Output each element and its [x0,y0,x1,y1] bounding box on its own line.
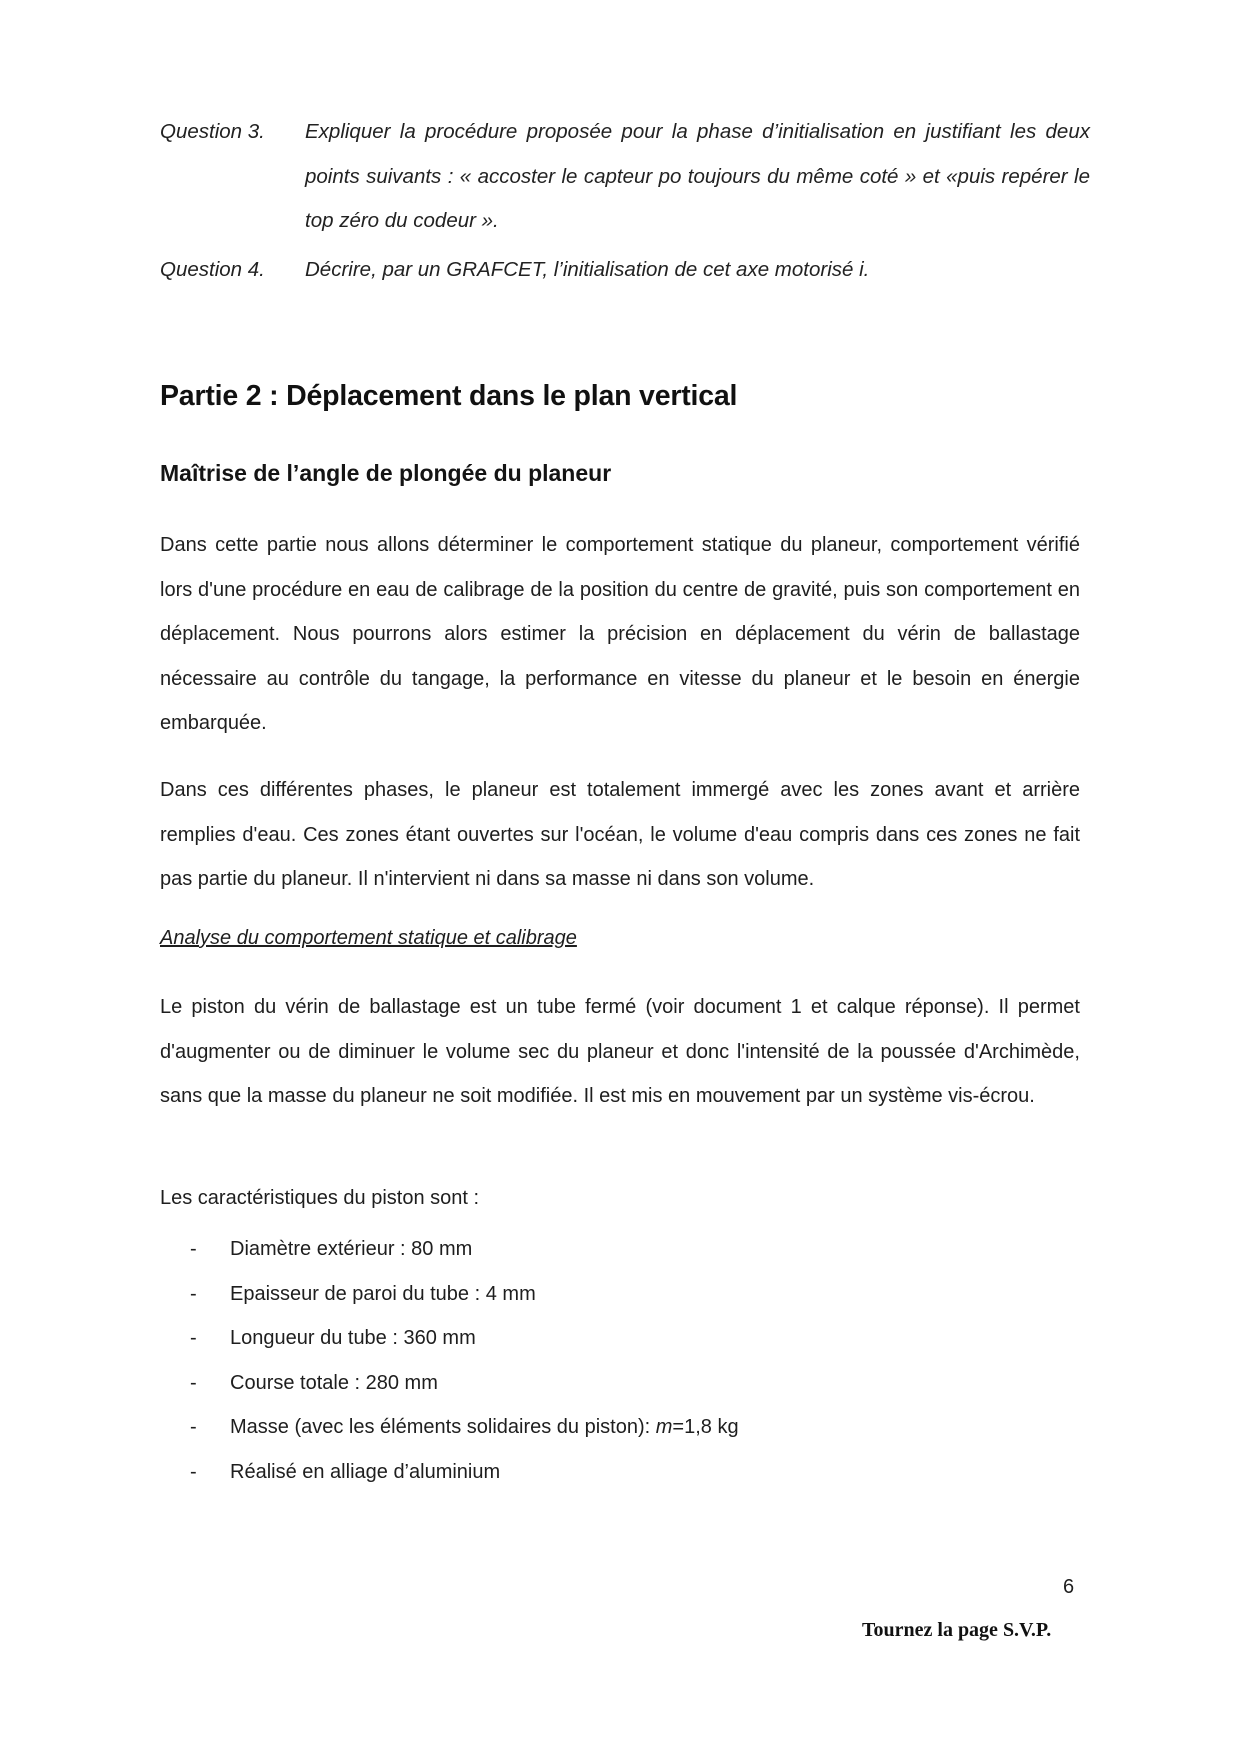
bullet-dash: - [190,1327,197,1349]
list-intro: Les caractéristiques du piston sont : [160,1187,480,1209]
paragraph-analyse: Le piston du vérin de ballastage est un tube fermé (voir document 1 et calque réponse). Il permet d'augmenter ou de diminuer le volume sec du planeur et donc l'intensité de la poussée d'Archimède, sans que la masse du planeur ne soit modifiée. Il est mis en mouvement par un système vis-écrou. [160,996,1080,1107]
bullet-dash: - [190,1416,197,1438]
list-item [190,1361,739,1406]
list-item [190,1405,739,1450]
list-item-text: Epaisseur de paroi du tube : 4 mm [230,1282,536,1305]
page-number: 6 [1063,1576,1075,1598]
bullet-dash: - [190,1371,197,1394]
mass-symbol: m [655,1416,673,1438]
paragraph-intro: Dans cette partie nous allons déterminer le comportement statique du planeur, comportement vérifié lors d'une procédure en eau de calibrage de la position du centre de gravité, puis son comportement en déplacement. Nous pourrons alors estimer la précision en déplacement du vérin de ballastage nécessaire au contrôle du tangage, la performance en vitesse du planeur et le besoin en énergie embarquée. [160,534,1080,734]
list-item-text: Réalisé en alliage d’aluminium [230,1460,501,1483]
list-item-text [230,1405,739,1450]
list-item [190,1227,739,1272]
list-item [190,1272,739,1317]
list-item [190,1450,739,1495]
question-4 [160,248,1090,293]
list-item-text: Longueur du tube : 360 mm [230,1327,476,1349]
question-4-text: Décrire, par un GRAFCET, l’initialisation de cet axe motorisé i. [305,258,870,281]
question-3 [160,110,1090,244]
bullet-dash: - [190,1460,197,1483]
list-item-text: Course totale : 280 mm [230,1371,438,1394]
partie-title: Partie 2 : Déplacement dans le plan vertical [160,380,738,412]
bullet-dash: - [190,1238,197,1260]
question-3-label: Question 3. [160,120,265,143]
list-item-text: Diamètre extérieur : 80 mm [230,1238,473,1260]
footer-turn-page: Tournez la page S.V.P. [862,1619,1052,1641]
section-title: Maîtrise de l’angle de plongée du planeur [160,460,612,486]
mass-label: Masse (avec les éléments solidaires du piston): [230,1416,651,1438]
question-3-text: Expliquer la procédure proposée pour la phase d’initialisation en justifiant les deux points suivants : « accoster le capteur po toujours du même coté » et «puis repérer le top zéro du codeur ». [305,120,1090,232]
question-4-label: Question 4. [160,258,265,281]
analyse-subtitle: Analyse du comportement statique et calibrage [160,927,577,949]
mass-value: =1,8 kg [672,1416,739,1438]
paragraph-immersion: Dans ces différentes phases, le planeur est totalement immergé avec les zones avant et arrière remplies d'eau. Ces zones étant ouvertes sur l'océan, le volume d'eau compris dans ces zones ne fait pas partie du planeur. Il n'intervient ni dans sa masse ni dans son volume. [160,779,1080,890]
list-item [190,1316,739,1361]
bullet-dash: - [190,1282,197,1305]
piston-spec-list [190,1227,739,1494]
